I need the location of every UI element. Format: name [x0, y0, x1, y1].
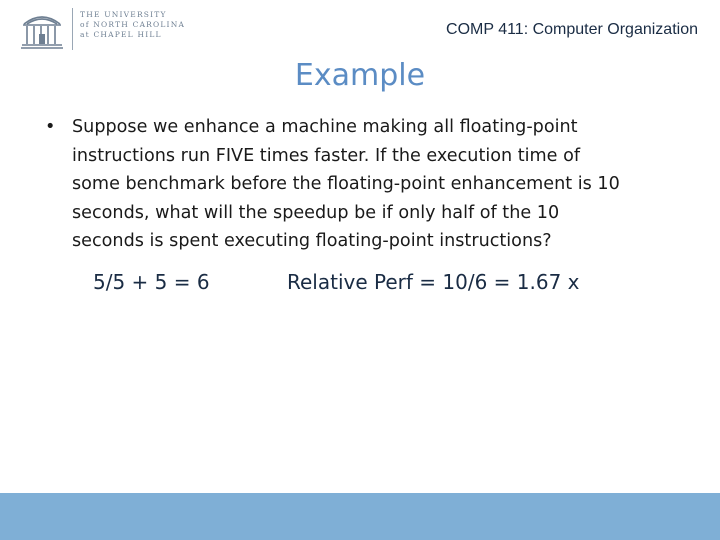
old-well-icon — [18, 8, 66, 52]
bullet-point — [45, 113, 685, 256]
logo-line-3: at CHAPEL HILL — [80, 30, 162, 39]
equation-calculation: 5/5 + 5 = 6 — [93, 270, 210, 294]
slide-header — [0, 0, 720, 60]
bullet-line: seconds is spent executing floating-point instructions? — [72, 231, 552, 251]
logo-divider — [72, 8, 73, 50]
equation-relative-perf: Relative Perf = 10/6 = 1.67 x — [287, 270, 580, 294]
logo-wordmark — [80, 10, 185, 40]
university-logo — [18, 8, 188, 52]
course-title: COMP 411: Computer Organization — [446, 21, 698, 38]
bullet-text — [72, 113, 685, 256]
bullet-line: some benchmark before the floating-point enhancement is 10 — [72, 174, 620, 194]
bullet-line: Suppose we enhance a machine making all floating-point — [72, 117, 578, 137]
logo-line-2: of NORTH CAROLINA — [80, 20, 186, 29]
bullet-marker: • — [45, 117, 56, 137]
logo-line-1: THE UNIVERSITY — [80, 10, 167, 19]
slide-title: Example — [294, 58, 426, 93]
bullet-line: instructions run FIVE times faster. If the execution time of — [72, 145, 581, 166]
bullet-line: seconds, what will the speedup be if only half of the 10 — [72, 202, 560, 223]
footer-bar — [0, 493, 720, 540]
